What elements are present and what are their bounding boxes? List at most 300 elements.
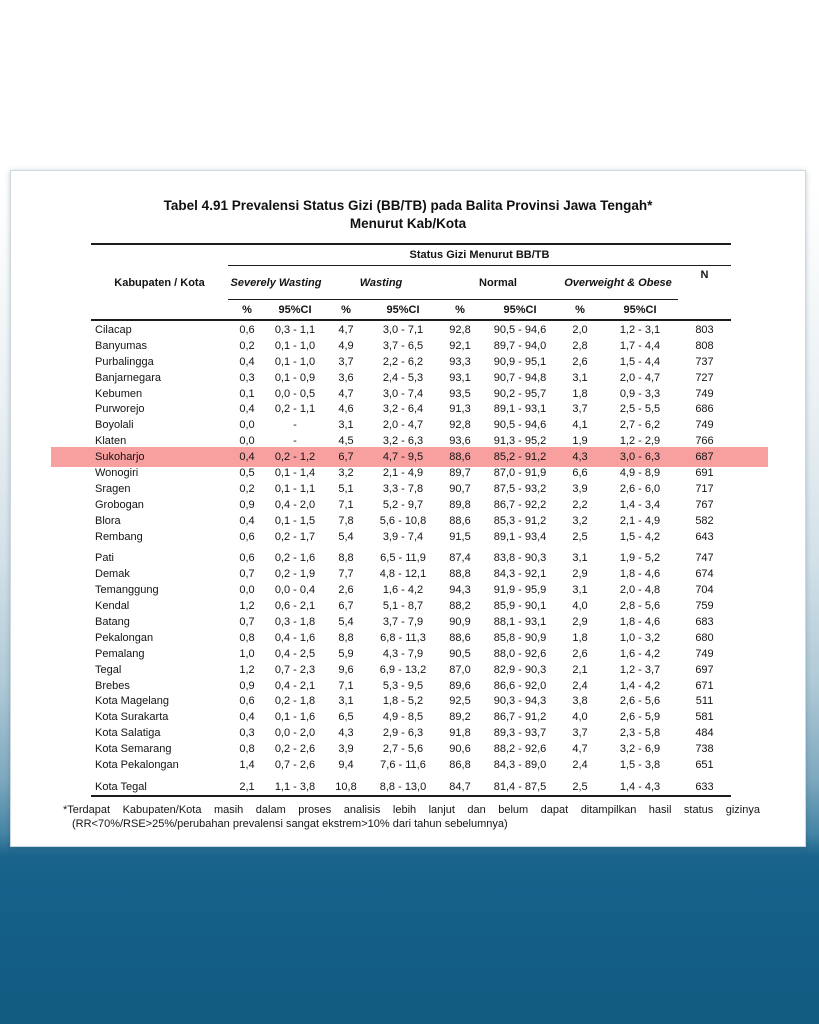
cell-sw-pct: 1,2 xyxy=(239,600,255,613)
cell-w-pct: 6,7 xyxy=(338,451,354,464)
cell-ow-pct: 3,8 xyxy=(572,695,588,708)
cell-w-ci: 2,4 - 5,3 xyxy=(382,371,424,384)
cell-n-ci: 85,2 - 91,2 xyxy=(493,451,547,464)
cell-ow-ci: 1,4 - 4,3 xyxy=(619,780,661,793)
cell-ow-pct: 2,4 xyxy=(572,679,588,692)
cell-sw-pct: 0,6 xyxy=(239,323,255,336)
cell-w-ci: 3,7 - 6,5 xyxy=(382,339,424,352)
cell-n-pct: 87,4 xyxy=(449,552,471,565)
cell-w-ci: 2,1 - 4,9 xyxy=(382,466,424,479)
cell-ow-ci: 3,0 - 6,3 xyxy=(619,451,661,464)
cell-ow-pct: 3,9 xyxy=(572,482,588,495)
cell-n: 727 xyxy=(695,371,714,384)
cell-n-pct: 88,2 xyxy=(449,600,471,613)
table-row xyxy=(91,694,731,710)
cell-name: Blora xyxy=(95,514,121,527)
cell-w-pct: 3,1 xyxy=(338,695,354,708)
cell-ow-pct: 1,8 xyxy=(572,631,588,644)
cell-ow-pct: 2,1 xyxy=(572,663,588,676)
cell-w-pct: 9,6 xyxy=(338,663,354,676)
cell-ow-ci: 2,1 - 4,9 xyxy=(619,514,661,527)
cell-n-pct: 89,7 xyxy=(449,466,471,479)
cell-w-ci: 5,3 - 9,5 xyxy=(382,679,424,692)
cell-n-ci: 83,8 - 90,3 xyxy=(493,552,547,565)
footnote-line2: (RR<70%/RSE>25%/perubahan prevalensi sangat ekstrem>10% dari tahun sebelumnya) xyxy=(72,818,508,831)
cell-n: 671 xyxy=(695,679,714,692)
cell-ow-ci: 2,8 - 5,6 xyxy=(619,600,661,613)
cell-n: 633 xyxy=(695,780,714,793)
data-table xyxy=(91,243,731,797)
cell-n-ci: 88,0 - 92,6 xyxy=(493,647,547,660)
cell-ow-pct: 4,3 xyxy=(572,451,588,464)
cell-n-pct: 90,9 xyxy=(449,615,471,628)
table-row xyxy=(91,481,731,497)
cell-n-ci: 89,1 - 93,4 xyxy=(493,530,547,543)
header-ow-pct: % xyxy=(575,303,585,316)
cell-n-ci: 84,3 - 92,1 xyxy=(493,568,547,581)
cell-n-pct: 89,6 xyxy=(449,679,471,692)
cell-ow-pct: 2,2 xyxy=(572,498,588,511)
cell-w-pct: 8,8 xyxy=(338,631,354,644)
cell-ow-pct: 2,9 xyxy=(572,568,588,581)
cell-ow-ci: 1,9 - 5,2 xyxy=(619,552,661,565)
cell-ow-ci: 1,5 - 4,4 xyxy=(619,355,661,368)
cell-n-pct: 86,8 xyxy=(449,759,471,771)
cell-n: 749 xyxy=(695,419,714,432)
cell-n: 749 xyxy=(695,387,714,400)
cell-n-ci: 86,7 - 91,2 xyxy=(493,711,547,724)
cell-name: Banyumas xyxy=(95,339,147,352)
cell-ow-ci: 3,2 - 6,9 xyxy=(619,743,661,756)
cell-ow-pct: 3,1 xyxy=(572,584,588,597)
cell-ow-pct: 4,1 xyxy=(572,419,588,432)
cell-w-ci: 3,2 - 6,3 xyxy=(382,435,424,448)
cell-n-ci: 81,4 - 87,5 xyxy=(493,780,547,793)
cell-ow-pct: 2,4 xyxy=(572,759,588,771)
cell-ow-ci: 2,0 - 4,8 xyxy=(619,584,661,597)
cell-name: Kota Magelang xyxy=(95,695,169,708)
cell-n: 643 xyxy=(695,530,714,543)
table-row xyxy=(91,497,731,513)
cell-w-ci: 3,7 - 7,9 xyxy=(382,615,424,628)
cell-n-pct: 92,8 xyxy=(449,323,471,336)
cell-n-ci: 82,9 - 90,3 xyxy=(493,663,547,676)
cell-sw-pct: 0,2 xyxy=(239,482,255,495)
header-group-title-row xyxy=(91,245,731,265)
cell-n-ci: 85,8 - 90,9 xyxy=(493,631,547,644)
cell-sw-ci: 0,4 - 1,6 xyxy=(274,631,316,644)
cell-ow-ci: 1,2 - 3,1 xyxy=(619,323,661,336)
cell-n: 697 xyxy=(695,663,714,676)
cell-n-ci: 88,1 - 93,1 xyxy=(493,615,547,628)
header-overweight-obese: Overweight & Obese xyxy=(564,276,672,289)
table-row-highlighted xyxy=(51,447,768,467)
cell-n: 687 xyxy=(695,451,714,464)
cell-sw-ci: 0,1 - 1,0 xyxy=(274,355,316,368)
cell-sw-pct: 0,3 xyxy=(239,727,255,740)
header-n-pct: % xyxy=(455,303,465,316)
cell-sw-pct: 1,2 xyxy=(239,663,255,676)
cell-w-ci: 2,0 - 4,7 xyxy=(382,419,424,432)
table-title-line1: Tabel 4.91 Prevalensi Status Gizi (BB/TB) pada Balita Provinsi Jawa Tengah* xyxy=(163,198,653,213)
cell-sw-pct: 0,7 xyxy=(239,568,255,581)
cell-sw-pct: 0,2 xyxy=(239,339,255,352)
cell-n-pct: 88,6 xyxy=(449,631,471,644)
cell-ow-pct: 1,8 xyxy=(572,387,588,400)
table-row xyxy=(91,646,731,662)
cell-n: 582 xyxy=(695,514,714,527)
cell-n: 747 xyxy=(695,552,714,565)
cell-ow-ci: 1,4 - 4,2 xyxy=(619,679,661,692)
cell-n-pct: 89,2 xyxy=(449,711,471,724)
cell-w-ci: 3,2 - 6,4 xyxy=(382,403,424,416)
cell-sw-pct: 0,0 xyxy=(239,419,255,432)
cell-ow-ci: 2,6 - 5,6 xyxy=(619,695,661,708)
table-row xyxy=(91,322,731,338)
cell-w-ci: 3,0 - 7,4 xyxy=(382,387,424,400)
cell-n: 766 xyxy=(695,435,714,448)
cell-ow-ci: 1,7 - 4,4 xyxy=(619,339,661,352)
cell-n-ci: 84,3 - 89,0 xyxy=(493,759,547,771)
table-row xyxy=(91,401,731,417)
cell-sw-pct: 0,4 xyxy=(239,451,255,464)
cell-w-ci: 3,0 - 7,1 xyxy=(382,323,424,336)
header-region: Kabupaten / Kota xyxy=(114,276,205,289)
cell-name: Cilacap xyxy=(95,323,132,336)
cell-w-ci: 2,2 - 6,2 xyxy=(382,355,424,368)
cell-n-pct: 88,6 xyxy=(449,514,471,527)
cell-n: 767 xyxy=(695,498,714,511)
cell-n: 738 xyxy=(695,743,714,756)
table-row xyxy=(91,513,731,529)
cell-sw-ci: 0,0 - 2,0 xyxy=(274,727,316,740)
cell-name: Kota Tegal xyxy=(95,780,147,793)
cell-n-ci: 85,3 - 91,2 xyxy=(493,514,547,527)
cell-sw-pct: 0,4 xyxy=(239,355,255,368)
cell-n-pct: 92,1 xyxy=(449,339,471,352)
table-row xyxy=(91,529,731,545)
cell-n-pct: 93,1 xyxy=(449,371,471,384)
cell-ow-ci: 1,8 - 4,6 xyxy=(619,568,661,581)
cell-ow-pct: 4,0 xyxy=(572,600,588,613)
cell-n: 759 xyxy=(695,600,714,613)
header-ow-ci: 95%CI xyxy=(623,303,657,316)
cell-sw-pct: 0,8 xyxy=(239,631,255,644)
cell-w-pct: 4,9 xyxy=(338,339,354,352)
cell-ow-pct: 3,7 xyxy=(572,727,588,740)
cell-w-ci: 4,7 - 9,5 xyxy=(382,451,424,464)
header-w-pct: % xyxy=(341,303,351,316)
divider-header-bottom xyxy=(91,319,731,321)
table-row xyxy=(91,725,731,741)
cell-ow-ci: 1,8 - 4,6 xyxy=(619,615,661,628)
cell-sw-pct: 0,8 xyxy=(239,743,255,756)
cell-w-ci: 2,7 - 5,6 xyxy=(382,743,424,756)
cell-w-pct: 3,6 xyxy=(338,371,354,384)
cell-name: Kebumen xyxy=(95,387,143,400)
cell-n-ci: 91,3 - 95,2 xyxy=(493,435,547,448)
cell-ow-ci: 1,2 - 2,9 xyxy=(619,435,661,448)
table-title xyxy=(11,197,805,233)
cell-n: 717 xyxy=(695,482,714,495)
header-n: N xyxy=(700,269,709,281)
cell-n: 680 xyxy=(695,631,714,644)
cell-n-pct: 88,8 xyxy=(449,568,471,581)
cell-ow-pct: 6,6 xyxy=(572,466,588,479)
cell-n-ci: 89,7 - 94,0 xyxy=(493,339,547,352)
cell-w-pct: 3,2 xyxy=(338,466,354,479)
cell-n: 803 xyxy=(695,323,714,336)
cell-ow-pct: 2,9 xyxy=(572,615,588,628)
cell-sw-ci: 0,2 - 1,2 xyxy=(274,451,316,464)
cell-ow-pct: 2,0 xyxy=(572,323,588,336)
header-sw-pct: % xyxy=(242,303,252,316)
cell-name: Pati xyxy=(95,552,114,565)
cell-n: 737 xyxy=(695,355,714,368)
header-w-ci: 95%CI xyxy=(386,303,420,316)
cell-sw-ci: 0,3 - 1,1 xyxy=(274,323,316,336)
cell-w-ci: 5,6 - 10,8 xyxy=(379,514,427,527)
cell-n-pct: 91,3 xyxy=(449,403,471,416)
cell-w-pct: 5,4 xyxy=(338,530,354,543)
cell-n-pct: 93,6 xyxy=(449,435,471,448)
cell-sw-pct: 0,9 xyxy=(239,498,255,511)
cell-name: Kota Salatiga xyxy=(95,727,161,740)
table-title-line2: Menurut Kab/Kota xyxy=(349,216,467,231)
cell-n-pct: 91,8 xyxy=(449,727,471,740)
cell-w-pct: 4,7 xyxy=(338,323,354,336)
cell-ow-ci: 2,6 - 5,9 xyxy=(619,711,661,724)
cell-w-pct: 4,7 xyxy=(338,387,354,400)
table-row xyxy=(91,550,731,566)
cell-ow-pct: 3,1 xyxy=(572,552,588,565)
cell-sw-ci: 0,7 - 2,6 xyxy=(274,759,316,771)
cell-n: 484 xyxy=(695,727,714,740)
cell-sw-ci: 0,2 - 1,7 xyxy=(274,530,316,543)
cell-w-ci: 6,5 - 11,9 xyxy=(380,552,426,565)
cell-sw-ci: 0,2 - 1,6 xyxy=(274,552,316,565)
table-row xyxy=(91,465,731,481)
cell-n: 651 xyxy=(695,759,714,771)
cell-name: Kendal xyxy=(95,600,130,613)
cell-sw-ci: 0,4 - 2,1 xyxy=(274,679,316,692)
cell-name: Wonogiri xyxy=(95,466,139,479)
cell-name: Demak xyxy=(95,568,130,581)
cell-ow-ci: 1,5 - 3,8 xyxy=(619,759,661,771)
cell-w-pct: 4,3 xyxy=(338,727,354,740)
cell-ow-pct: 2,5 xyxy=(572,530,588,543)
cell-ow-pct: 3,7 xyxy=(572,403,588,416)
cell-n-ci: 90,2 - 95,7 xyxy=(493,387,547,400)
cell-n: 674 xyxy=(695,568,714,581)
cell-sw-pct: 0,9 xyxy=(239,679,255,692)
cell-n-pct: 94,3 xyxy=(449,584,471,597)
table-row xyxy=(91,757,731,773)
cell-sw-pct: 0,6 xyxy=(239,695,255,708)
cell-ow-pct: 2,6 xyxy=(572,647,588,660)
cell-name: Kota Semarang xyxy=(95,743,172,756)
cell-w-ci: 4,8 - 12,1 xyxy=(379,568,427,581)
cell-ow-ci: 2,5 - 5,5 xyxy=(619,403,661,416)
cell-sw-ci: 0,0 - 0,4 xyxy=(274,584,316,597)
table-row xyxy=(91,417,731,433)
cell-sw-ci: 0,2 - 1,1 xyxy=(274,403,316,416)
cell-name: Sragen xyxy=(95,482,131,495)
table-row xyxy=(91,741,731,757)
cell-sw-ci: 0,2 - 1,8 xyxy=(274,695,316,708)
cell-ow-pct: 4,0 xyxy=(572,711,588,724)
cell-sw-ci: 0,0 - 0,5 xyxy=(274,387,316,400)
cell-n-ci: 88,2 - 92,6 xyxy=(493,743,547,756)
cell-name: Purworejo xyxy=(95,403,145,416)
cell-sw-pct: 2,1 xyxy=(239,780,255,793)
cell-name: Tegal xyxy=(95,663,122,676)
cell-sw-ci: - xyxy=(293,435,297,448)
cell-w-ci: 8,8 - 13,0 xyxy=(379,780,427,793)
cell-n-ci: 89,3 - 93,7 xyxy=(493,727,547,740)
table-row xyxy=(91,354,731,370)
table-row xyxy=(91,614,731,630)
cell-n-ci: 86,7 - 92,2 xyxy=(493,498,547,511)
cell-n-pct: 93,5 xyxy=(449,387,471,400)
cell-sw-pct: 0,1 xyxy=(239,387,255,400)
cell-sw-ci: 0,1 - 1,6 xyxy=(274,711,316,724)
cell-sw-ci: 0,1 - 1,1 xyxy=(274,482,316,495)
cell-w-ci: 1,8 - 5,2 xyxy=(382,695,424,708)
cell-sw-ci: - xyxy=(293,419,297,432)
table-row xyxy=(91,709,731,725)
cell-n-pct: 87,0 xyxy=(449,663,471,676)
cell-n-ci: 90,5 - 94,6 xyxy=(493,323,547,336)
cell-w-ci: 6,9 - 13,2 xyxy=(379,663,427,676)
cell-w-ci: 4,3 - 7,9 xyxy=(382,647,424,660)
table-row xyxy=(91,779,731,795)
header-subrow xyxy=(91,300,731,319)
cell-ow-ci: 4,9 - 8,9 xyxy=(619,466,661,479)
footnote xyxy=(63,803,760,832)
cell-sw-ci: 0,2 - 2,6 xyxy=(274,743,316,756)
cell-sw-pct: 0,4 xyxy=(239,711,255,724)
cell-w-pct: 3,9 xyxy=(338,743,354,756)
cell-n-pct: 92,5 xyxy=(449,695,471,708)
cell-sw-ci: 0,7 - 2,3 xyxy=(274,663,316,676)
cell-w-ci: 7,6 - 11,6 xyxy=(380,759,426,771)
cell-w-pct: 7,1 xyxy=(338,498,354,511)
cell-ow-pct: 3,2 xyxy=(572,514,588,527)
cell-ow-pct: 4,7 xyxy=(572,743,588,756)
table-row xyxy=(91,566,731,582)
cell-sw-ci: 0,1 - 1,4 xyxy=(274,466,316,479)
cell-w-ci: 5,1 - 8,7 xyxy=(382,600,424,613)
cell-sw-pct: 0,7 xyxy=(239,615,255,628)
cell-w-ci: 4,9 - 8,5 xyxy=(382,711,424,724)
cell-w-pct: 7,8 xyxy=(338,514,354,527)
cell-sw-ci: 0,4 - 2,5 xyxy=(274,647,316,660)
cell-n-pct: 89,8 xyxy=(449,498,471,511)
header-sw-ci: 95%CI xyxy=(278,303,312,316)
cell-sw-ci: 0,4 - 2,0 xyxy=(274,498,316,511)
cell-n-ci: 90,7 - 94,8 xyxy=(493,371,547,384)
cell-n-pct: 93,3 xyxy=(449,355,471,368)
header-severely-wasting: Severely Wasting xyxy=(230,276,322,289)
cell-name: Sukoharjo xyxy=(95,451,145,464)
cell-w-pct: 3,1 xyxy=(338,419,354,432)
cell-name: Boyolali xyxy=(95,419,134,432)
cell-name: Pemalang xyxy=(95,647,145,660)
cell-w-pct: 9,4 xyxy=(338,759,354,771)
table-row xyxy=(91,598,731,614)
cell-ow-ci: 1,2 - 3,7 xyxy=(619,663,661,676)
table-row xyxy=(91,582,731,598)
cell-w-pct: 4,5 xyxy=(338,435,354,448)
cell-n-pct: 92,8 xyxy=(449,419,471,432)
cell-n-ci: 85,9 - 90,1 xyxy=(493,600,547,613)
cell-n: 704 xyxy=(695,584,714,597)
cell-n-pct: 91,5 xyxy=(449,530,471,543)
table-row xyxy=(91,386,731,402)
cell-ow-pct: 2,8 xyxy=(572,339,588,352)
cell-n-pct: 88,6 xyxy=(449,451,471,464)
cell-name: Klaten xyxy=(95,435,127,448)
cell-n: 581 xyxy=(695,711,714,724)
cell-ow-ci: 2,7 - 6,2 xyxy=(619,419,661,432)
cell-name: Grobogan xyxy=(95,498,144,511)
cell-w-pct: 7,1 xyxy=(338,679,354,692)
cell-ow-ci: 1,4 - 3,4 xyxy=(619,498,661,511)
cell-n: 808 xyxy=(695,339,714,352)
cell-sw-pct: 1,4 xyxy=(239,759,255,771)
cell-w-pct: 5,9 xyxy=(338,647,354,660)
cell-sw-ci: 0,6 - 2,1 xyxy=(274,600,316,613)
cell-sw-pct: 0,0 xyxy=(239,584,255,597)
header-group-title: Status Gizi Menurut BB/TB xyxy=(409,249,550,261)
cell-n-ci: 91,9 - 95,9 xyxy=(493,584,547,597)
footnote-line1: *Terdapat Kabupaten/Kota masih dalam proses analisis lebih lanjut dan belum dapat ditampilkan hasil status gizinya xyxy=(63,803,760,816)
cell-w-pct: 5,1 xyxy=(338,482,354,495)
cell-ow-pct: 1,9 xyxy=(572,435,588,448)
cell-sw-pct: 0,6 xyxy=(239,530,255,543)
cell-sw-pct: 1,0 xyxy=(239,647,255,660)
cell-w-pct: 7,7 xyxy=(338,568,354,581)
cell-w-pct: 6,5 xyxy=(338,711,354,724)
cell-name: Temanggung xyxy=(95,584,159,597)
cell-w-pct: 5,4 xyxy=(338,615,354,628)
cell-n-pct: 90,7 xyxy=(449,482,471,495)
cell-n-ci: 87,5 - 93,2 xyxy=(493,482,547,495)
cell-w-ci: 2,9 - 6,3 xyxy=(382,727,424,740)
cell-ow-ci: 1,5 - 4,2 xyxy=(619,530,661,543)
cell-sw-pct: 0,4 xyxy=(239,403,255,416)
cell-ow-pct: 2,6 xyxy=(572,355,588,368)
cell-sw-pct: 0,3 xyxy=(239,371,255,384)
cell-n: 511 xyxy=(695,695,714,708)
header-n-ci: 95%CI xyxy=(503,303,537,316)
cell-ow-ci: 2,0 - 4,7 xyxy=(619,371,661,384)
cell-w-pct: 10,8 xyxy=(335,780,357,793)
table-row xyxy=(91,338,731,354)
cell-w-pct: 3,7 xyxy=(338,355,354,368)
cell-ow-ci: 1,6 - 4,2 xyxy=(619,647,661,660)
cell-n-pct: 84,7 xyxy=(449,780,471,793)
cell-name: Pekalongan xyxy=(95,631,154,644)
cell-ow-ci: 2,6 - 6,0 xyxy=(619,482,661,495)
cell-w-pct: 4,6 xyxy=(338,403,354,416)
cell-w-pct: 6,7 xyxy=(338,600,354,613)
cell-n: 749 xyxy=(695,647,714,660)
cell-name: Rembang xyxy=(95,530,143,543)
cell-n-ci: 90,9 - 95,1 xyxy=(493,355,547,368)
cell-w-ci: 3,3 - 7,8 xyxy=(382,482,424,495)
